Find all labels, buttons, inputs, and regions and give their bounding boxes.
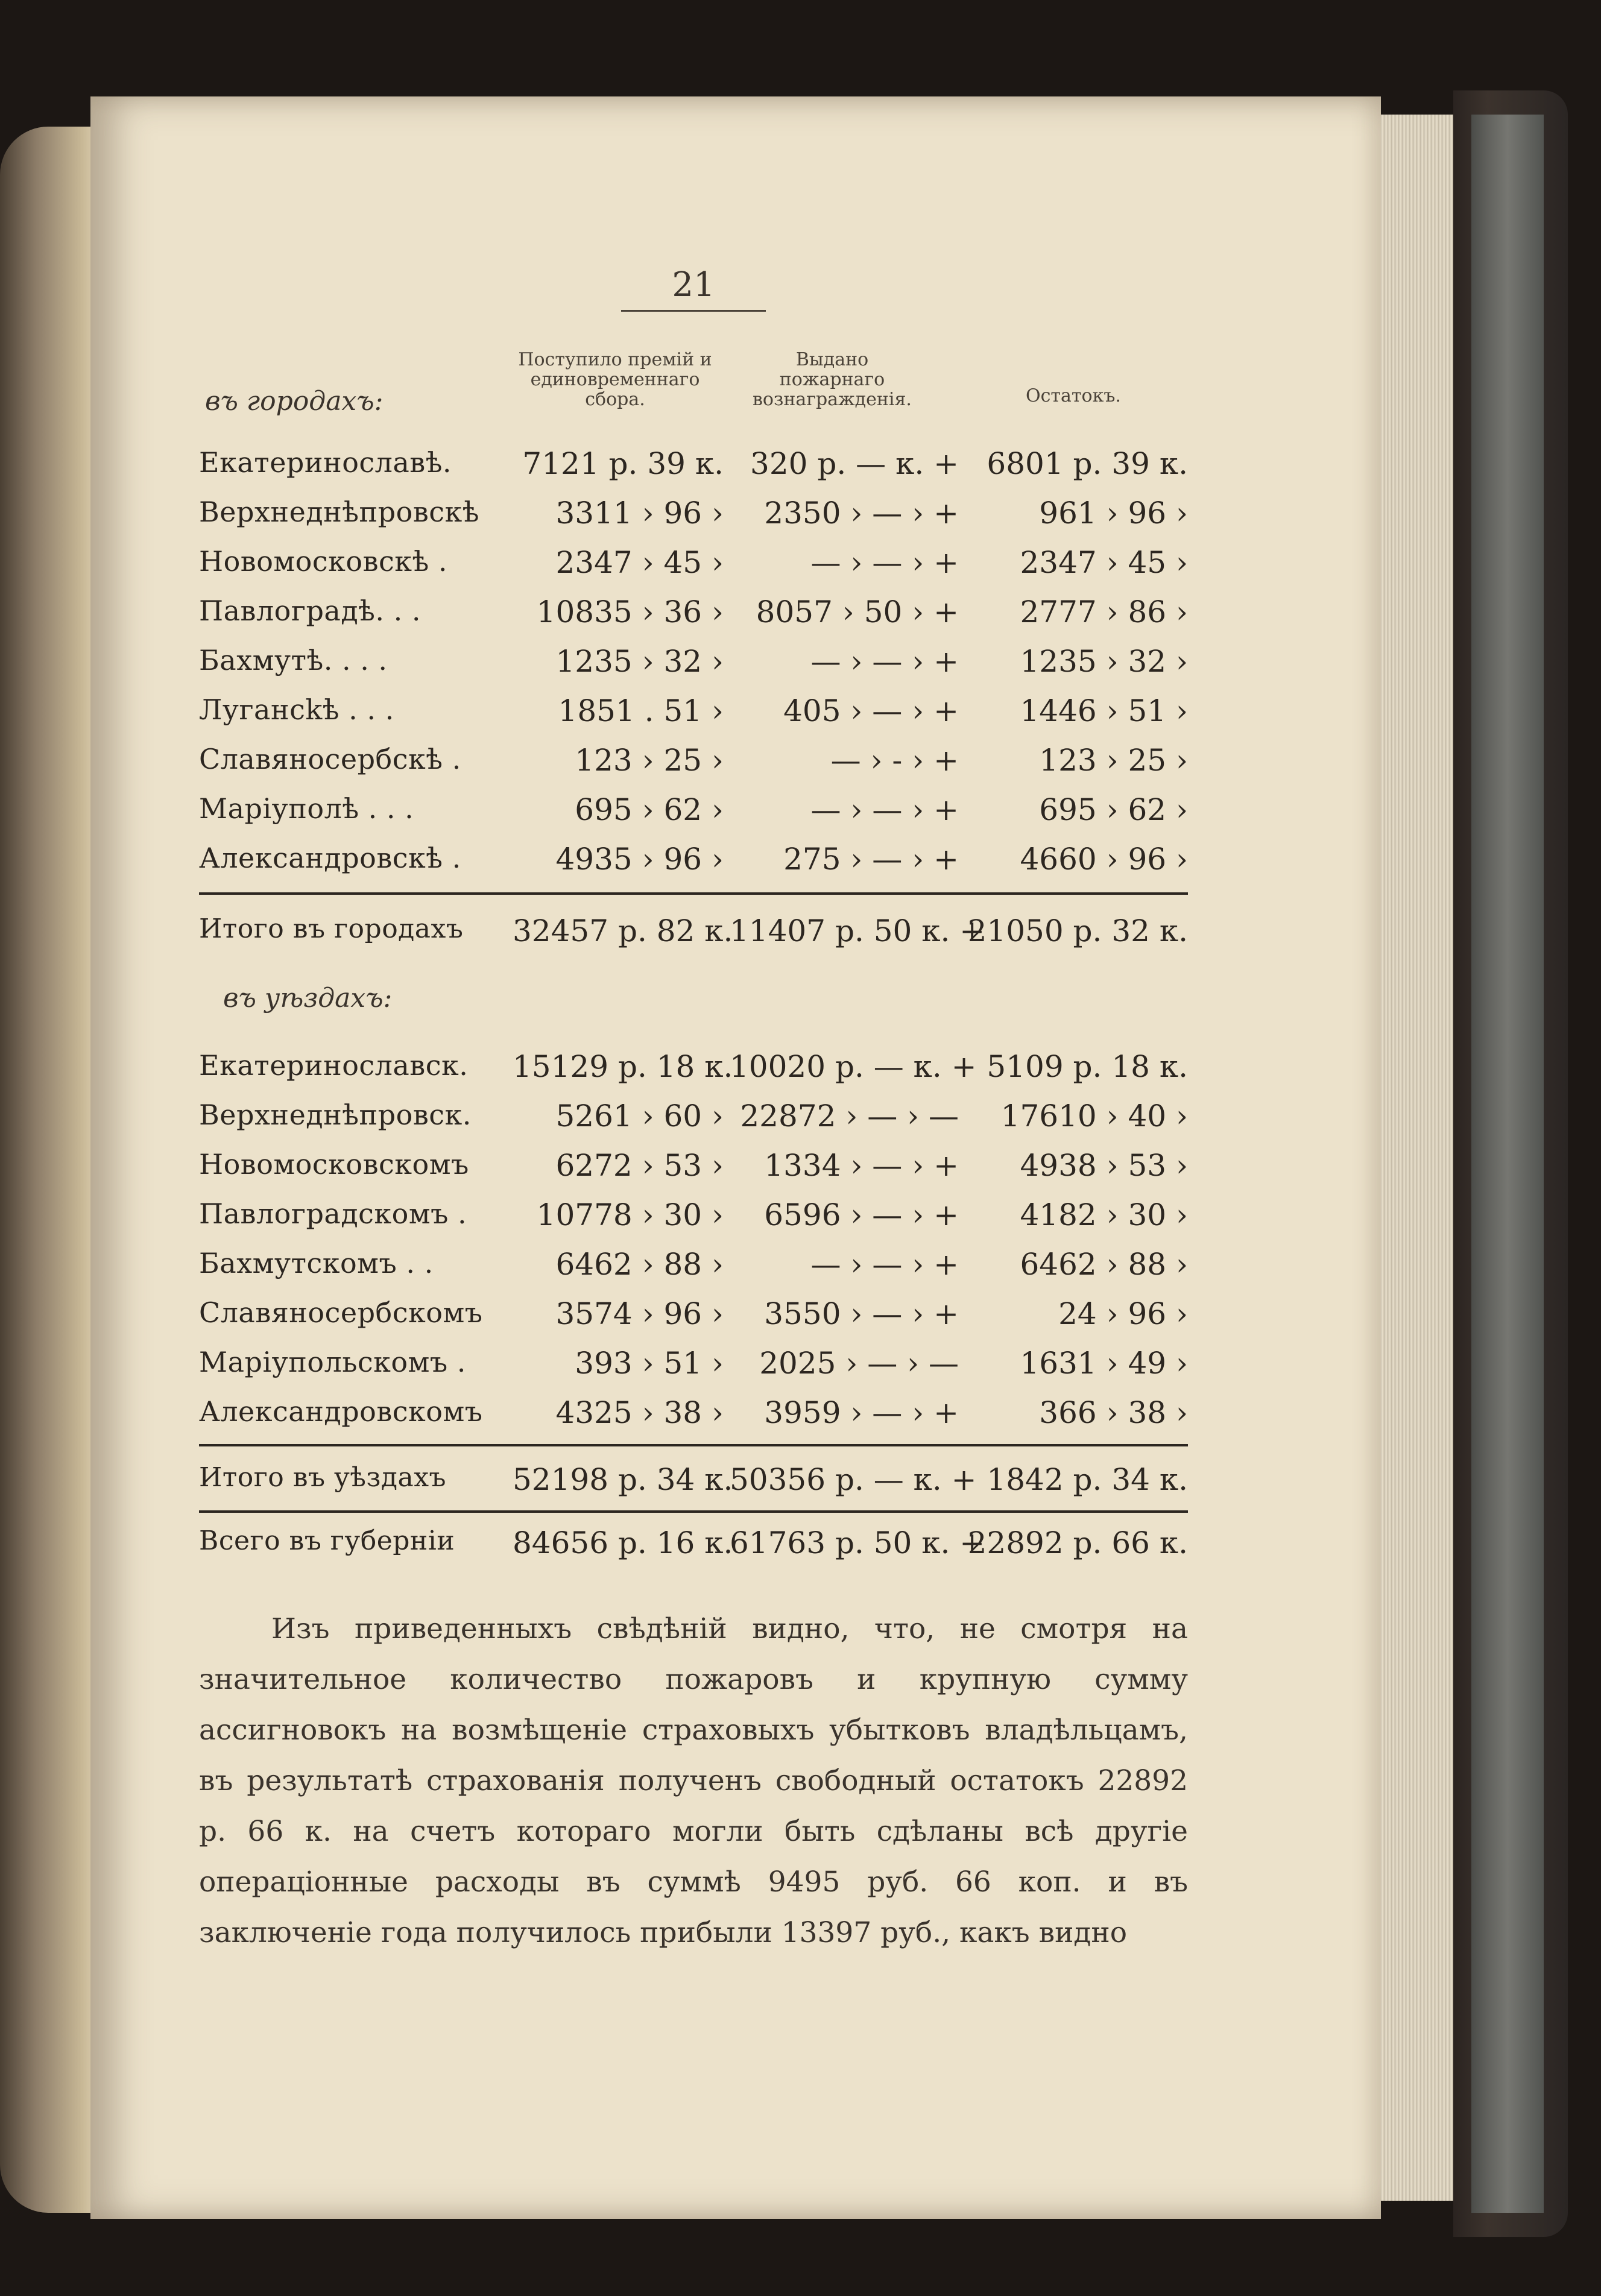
row-paid: 6596 › — › + bbox=[764, 1197, 959, 1232]
row-remainder: 961 › 96 › bbox=[1039, 496, 1188, 531]
table-row-city bbox=[199, 693, 1188, 736]
row-name: Павлоградскомъ . bbox=[199, 1197, 467, 1230]
row-received: 15129 р. 18 к. bbox=[513, 1049, 733, 1084]
row-name: Павлоградѣ. . . bbox=[199, 594, 421, 627]
row-received: 84656 р. 16 к. bbox=[513, 1525, 733, 1560]
page-stack-edge bbox=[1381, 115, 1453, 2201]
row-name: Новомосковскѣ . bbox=[199, 545, 447, 578]
table-row-city bbox=[199, 446, 1188, 488]
row-received: 6272 › 53 › bbox=[555, 1148, 724, 1183]
row-remainder: 5109 р. 18 к. bbox=[987, 1049, 1188, 1084]
row-received: 393 › 51 › bbox=[575, 1346, 724, 1381]
table-row-city bbox=[199, 545, 1188, 587]
row-received: 6462 › 88 › bbox=[555, 1247, 724, 1282]
rule-districts-total bbox=[199, 1444, 1188, 1446]
row-remainder: 1631 › 49 › bbox=[1020, 1346, 1188, 1381]
row-received: 1235 › 32 › bbox=[555, 644, 724, 679]
table-row-district bbox=[199, 1346, 1188, 1388]
row-received: 10835 › 36 › bbox=[536, 594, 724, 629]
row-paid: 11407 р. 50 к. + bbox=[730, 913, 985, 948]
row-received: 123 › 25 › bbox=[575, 743, 724, 778]
row-paid: 8057 › 50 › + bbox=[756, 594, 959, 629]
row-name: Итого въ уѣздахъ bbox=[199, 1462, 447, 1493]
page-number-rule bbox=[621, 310, 766, 312]
row-remainder: 4660 › 96 › bbox=[1020, 842, 1188, 877]
row-paid: 2025 › — › — bbox=[759, 1346, 959, 1381]
row-name: Верхнеднѣпровск. bbox=[199, 1099, 472, 1131]
book-binding-left bbox=[0, 127, 103, 2213]
table-row-city bbox=[199, 743, 1188, 785]
table-row-city bbox=[199, 594, 1188, 637]
table-row-cities-total bbox=[199, 913, 1188, 956]
row-received: 3311 › 96 › bbox=[555, 496, 724, 531]
row-paid: 3550 › — › + bbox=[764, 1296, 959, 1331]
row-remainder: 1842 р. 34 к. bbox=[987, 1462, 1188, 1497]
row-name: Лугансkѣ . . . bbox=[199, 693, 394, 726]
row-paid: — › — › + bbox=[810, 1247, 959, 1282]
table-row-district bbox=[199, 1099, 1188, 1141]
row-remainder: 2347 › 45 › bbox=[1020, 545, 1188, 580]
row-name: Екатеринославѣ. bbox=[199, 446, 452, 479]
table-row-city bbox=[199, 644, 1188, 686]
row-name: Маріупольскомъ . bbox=[199, 1346, 466, 1378]
body-paragraph bbox=[199, 1604, 1188, 1958]
row-name: Славяносербскомъ bbox=[199, 1296, 483, 1329]
row-received: 32457 р. 82 к. bbox=[513, 913, 733, 948]
row-remainder: 2777 › 86 › bbox=[1020, 594, 1188, 629]
row-paid: — › — › + bbox=[810, 792, 959, 827]
row-name: Всего въ губерніи bbox=[199, 1525, 455, 1556]
row-paid: 405 › — › + bbox=[783, 693, 959, 728]
row-received: 4325 › 38 › bbox=[555, 1395, 724, 1430]
row-paid: — › — › + bbox=[810, 644, 959, 679]
row-remainder: 17610 › 40 › bbox=[1000, 1099, 1188, 1134]
rule-grand-total bbox=[199, 1510, 1188, 1513]
column-header-received: Поступило премій и единовременнаго сбора. bbox=[518, 349, 712, 410]
row-name: Новомосковскомъ bbox=[199, 1148, 469, 1181]
table-row-district bbox=[199, 1148, 1188, 1190]
row-received: 5261 › 60 › bbox=[555, 1099, 724, 1134]
row-name: Бахмутскомъ . . bbox=[199, 1247, 434, 1279]
table-row-district bbox=[199, 1247, 1188, 1289]
row-name: Итого въ городахъ bbox=[199, 913, 464, 944]
row-name: Бахмутѣ. . . . bbox=[199, 644, 388, 676]
row-remainder: 1446 › 51 › bbox=[1020, 693, 1188, 728]
row-remainder: 4938 › 53 › bbox=[1020, 1148, 1188, 1183]
row-name: Маріуполѣ . . . bbox=[199, 792, 414, 825]
section-heading-cities: въ городахъ: bbox=[205, 386, 384, 417]
page-number: 21 bbox=[672, 265, 715, 304]
row-paid: 22872 › — › — bbox=[740, 1099, 959, 1134]
row-received: 3574 › 96 › bbox=[555, 1296, 724, 1331]
row-remainder: 21050 р. 32 к. bbox=[967, 913, 1188, 948]
table-row-city bbox=[199, 842, 1188, 884]
row-name: Александровскѣ . bbox=[199, 842, 461, 874]
row-name: Екатеринославск. bbox=[199, 1049, 469, 1082]
table-row-district bbox=[199, 1395, 1188, 1437]
row-name: Александровскомъ bbox=[199, 1395, 483, 1428]
row-paid: — › - › + bbox=[830, 743, 959, 778]
table-row-district bbox=[199, 1197, 1188, 1240]
row-remainder: 22892 р. 66 к. bbox=[967, 1525, 1188, 1560]
row-paid: 50356 р. — к. + bbox=[730, 1462, 977, 1497]
row-received: 10778 › 30 › bbox=[536, 1197, 724, 1232]
column-header-remainder: Остатокъ. bbox=[1026, 385, 1121, 406]
row-remainder: 6462 › 88 › bbox=[1020, 1247, 1188, 1282]
row-received: 7121 р. 39 к. bbox=[522, 446, 724, 481]
row-remainder: 366 › 38 › bbox=[1039, 1395, 1188, 1430]
row-name: Верхнеднѣпровскѣ bbox=[199, 496, 479, 528]
row-remainder: 1235 › 32 › bbox=[1020, 644, 1188, 679]
row-paid: 10020 р. — к. + bbox=[730, 1049, 977, 1084]
row-received: 52198 р. 34 к. bbox=[513, 1462, 733, 1497]
row-paid: 1334 › — › + bbox=[764, 1148, 959, 1183]
row-received: 695 › 62 › bbox=[575, 792, 724, 827]
table-row-district bbox=[199, 1296, 1188, 1339]
row-paid: 2350 › — › + bbox=[764, 496, 959, 531]
cover-edge bbox=[1471, 115, 1544, 2213]
row-remainder: 123 › 25 › bbox=[1039, 743, 1188, 778]
section-heading-districts: въ уѣздахъ: bbox=[223, 983, 393, 1014]
table-row-city bbox=[199, 792, 1188, 834]
row-name: Славяносербскѣ . bbox=[199, 743, 461, 775]
row-paid: — › — › + bbox=[810, 545, 959, 580]
table-row-district bbox=[199, 1049, 1188, 1091]
table-row-city bbox=[199, 496, 1188, 538]
row-received: 1851 . 51 › bbox=[558, 693, 724, 728]
table-row-districts-total bbox=[199, 1462, 1188, 1504]
row-remainder: 4182 › 30 › bbox=[1020, 1197, 1188, 1232]
table-row-grand-total bbox=[199, 1525, 1188, 1568]
row-paid: 61763 р. 50 к. + bbox=[730, 1525, 985, 1560]
row-paid: 320 р. — к. + bbox=[750, 446, 959, 481]
rule-cities-total bbox=[199, 892, 1188, 895]
row-paid: 3959 › — › + bbox=[764, 1395, 959, 1430]
row-paid: 275 › — › + bbox=[783, 842, 959, 877]
row-remainder: 695 › 62 › bbox=[1039, 792, 1188, 827]
row-remainder: 6801 р. 39 к. bbox=[987, 446, 1188, 481]
paragraph-text: Изъ приведенныхъ свѣдѣній видно, что, не смотря на значительное количество пожаровъ и крупную сумму ассигновокъ на возмѣщеніе страховыхъ убытковъ владѣльцамъ, въ результатѣ страхованія полученъ свободный остатокъ 22892 р. 66 к. на счетъ котораго могли быть сдѣланы всѣ другіе операціонные расходы въ суммѣ 9495 руб. 66 коп. и въ заключеніе года получилось прибыли 13397 руб., какъ видно bbox=[199, 1612, 1188, 1949]
column-header-paid: Выдано пожарнаго вознагражденія. bbox=[753, 349, 912, 410]
row-remainder: 24 › 96 › bbox=[1058, 1296, 1188, 1331]
row-received: 4935 › 96 › bbox=[555, 842, 724, 877]
row-received: 2347 › 45 › bbox=[555, 545, 724, 580]
